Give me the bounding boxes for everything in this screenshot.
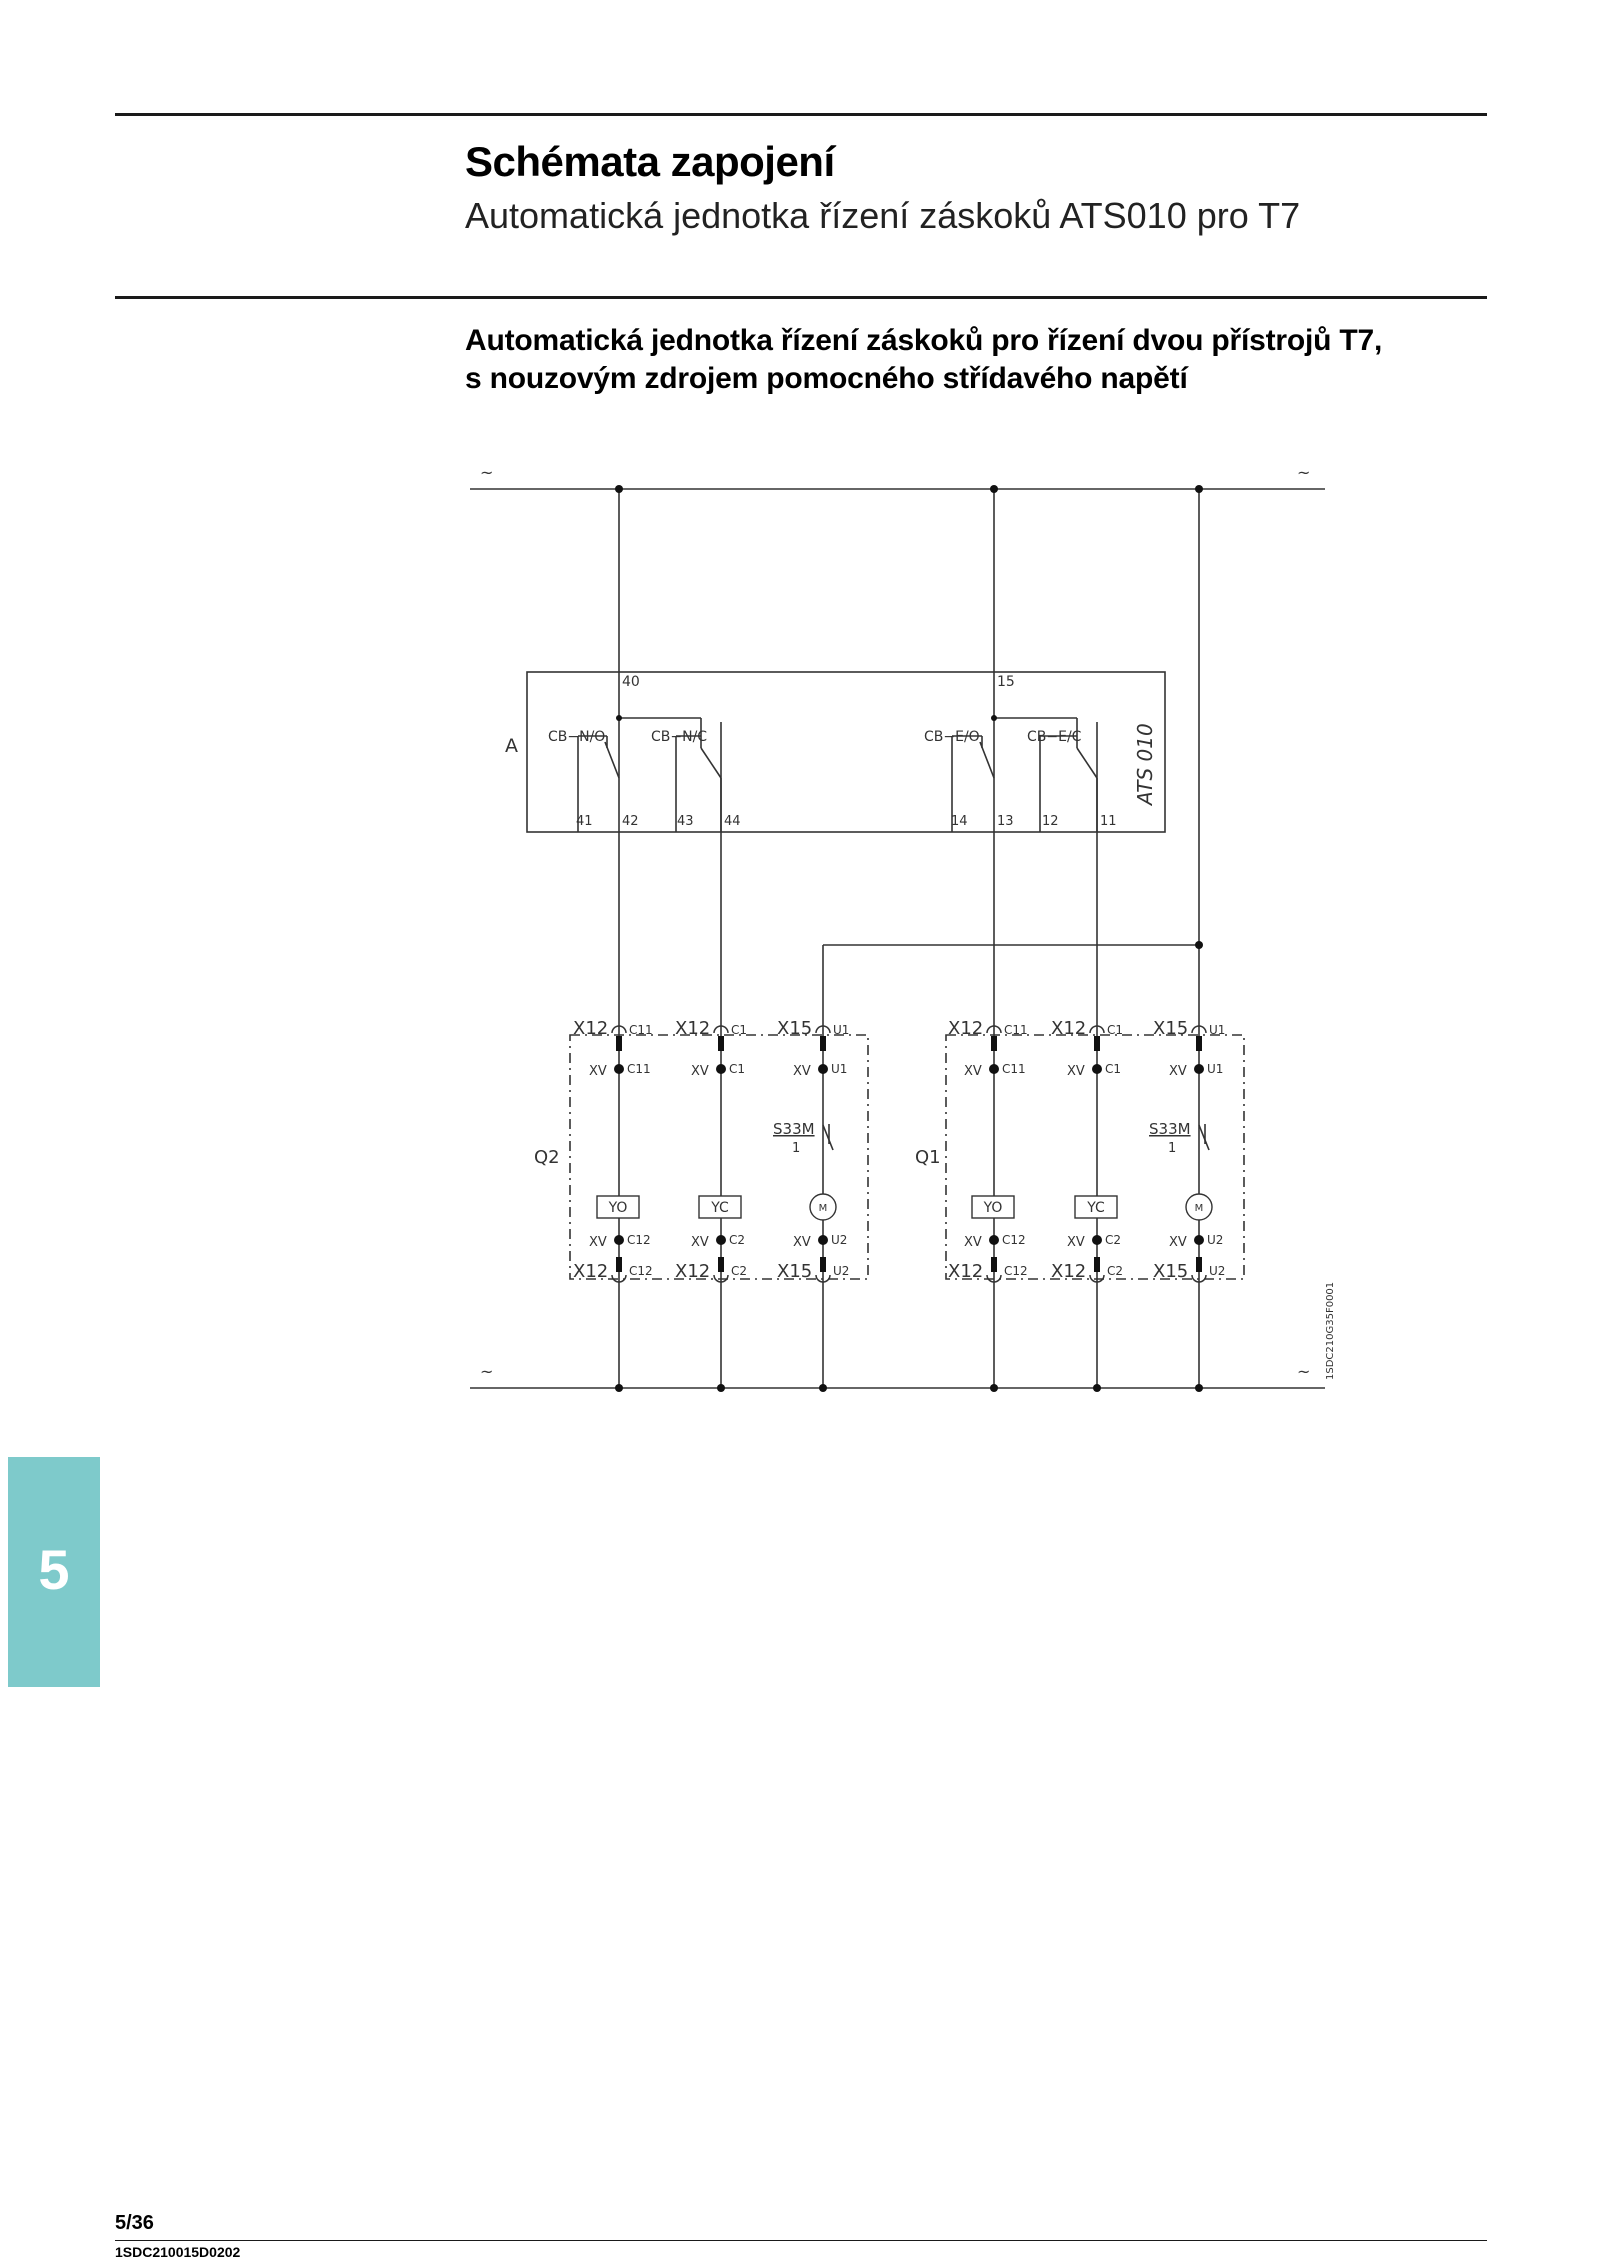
q1-yc-label: YC: [1087, 1200, 1105, 1216]
top-socket-q2-col3: [820, 1036, 826, 1051]
contact-cb-n-c: [701, 748, 721, 778]
contact-label-cb-n-o: CB−N/O: [548, 729, 606, 745]
bottom-socket-q2-col2: [718, 1257, 724, 1272]
chapter-tab: [8, 1457, 100, 1687]
breaker-q2-ref: Q2: [534, 1147, 560, 1168]
connector-bottom-q1-col3: X15: [1153, 1261, 1189, 1282]
pin-bottom-q2-col2: C2: [731, 1264, 748, 1278]
document-code: 1SDC210015D0202: [115, 2244, 241, 2260]
bottom-socket-q2-col3: [820, 1257, 826, 1272]
bottom-socket-q2-col1: [616, 1257, 622, 1272]
top-socket-q1-col3: [1196, 1036, 1202, 1051]
chapter-number: 5: [38, 1538, 70, 1601]
connector-bottom-q1-col2: X12: [1051, 1261, 1087, 1282]
unit-ref: A: [505, 735, 518, 757]
section-heading-line2: s nouzovým zdrojem pomocného střídavého napětí: [465, 362, 1188, 395]
xv-dot-bottom-q2-col1: [614, 1235, 624, 1245]
supply-symbol-bl: ~: [480, 1362, 494, 1381]
wiring-schematic: [460, 455, 1360, 1415]
header-rule: [115, 296, 1487, 299]
contact-label-cb-e-o: CB−E/O: [924, 729, 980, 745]
contact-cb-e-o: [980, 742, 994, 778]
unit-name: ATS 010: [1133, 723, 1157, 805]
pin-xv-bottom-q2-col2: C2: [729, 1233, 746, 1247]
top-rule: [115, 113, 1487, 116]
xv-top-q1-col2: XV: [1067, 1064, 1085, 1079]
switch-q2-s33m: [823, 1125, 833, 1150]
q2-switch-sub: 1: [792, 1141, 801, 1156]
pin-xv-top-q2-col2: C1: [729, 1062, 746, 1076]
supply-symbol-tl: ~: [480, 463, 494, 482]
q2-switch-label: S33M: [773, 1120, 815, 1138]
page-subtitle: Automatická jednotka řízení záskoků ATS010 pro T7: [465, 195, 1301, 236]
xv-dot-bottom-q2-col2: [716, 1235, 726, 1245]
pin-xv-bottom-q2-col3: U2: [831, 1233, 848, 1247]
xv-top-q1-col1: XV: [964, 1064, 982, 1079]
term-43: 43: [677, 814, 694, 829]
top-socket-q2-col2: [718, 1036, 724, 1051]
supply-symbol-tr: ~: [1297, 463, 1311, 482]
breaker-q1-ref: Q1: [915, 1147, 941, 1168]
q1-switch-sub: 1: [1168, 1141, 1177, 1156]
xv-top-q1-col3: XV: [1169, 1064, 1187, 1079]
connector-bottom-q2-col3: X15: [777, 1261, 813, 1282]
pin-bottom-q1-col1: C12: [1004, 1264, 1028, 1278]
xv-top-q2-col3: XV: [793, 1064, 811, 1079]
pin-xv-bottom-q1-col1: C12: [1002, 1233, 1026, 1247]
bottom-socket-q1-col1: [991, 1257, 997, 1272]
term-41: 41: [576, 814, 593, 829]
term-44: 44: [724, 814, 741, 829]
ats-unit-box: [527, 672, 1165, 832]
xv-dot-top-q2-col2: [716, 1064, 726, 1074]
xv-dot-top-q1-col2: [1092, 1064, 1102, 1074]
connector-bottom-q2-col2: X12: [675, 1261, 711, 1282]
term-12: 12: [1042, 814, 1059, 829]
pin-bottom-q2-col3: U2: [833, 1264, 850, 1278]
q1-motor-label: M: [1194, 1203, 1204, 1214]
connector-top-q1-col3: X15: [1153, 1018, 1189, 1039]
connector-top-q1-col2: X12: [1051, 1018, 1087, 1039]
xv-bottom-q2-col1: XV: [589, 1235, 607, 1250]
connector-bottom-q1-col1: X12: [948, 1261, 984, 1282]
contact-label-cb-e-c: CB−E/C: [1027, 729, 1082, 745]
q2-yo-label: YO: [608, 1200, 628, 1216]
pin-top-q2-col3: U1: [833, 1023, 850, 1037]
page-title: Schémata zapojení: [465, 138, 835, 185]
xv-dot-top-q1-col1: [989, 1064, 999, 1074]
q1-switch-label: S33M: [1149, 1120, 1191, 1138]
q2-motor-label: M: [818, 1203, 828, 1214]
section-heading-line1: Automatická jednotka řízení záskoků pro řízení dvou přístrojů T7,: [465, 324, 1383, 357]
supply-symbol-br: ~: [1297, 1362, 1311, 1381]
pin-xv-bottom-q1-col3: U2: [1207, 1233, 1224, 1247]
pin-top-q2-col2: C1: [731, 1023, 748, 1037]
connector-top-q2-col1: X12: [573, 1018, 609, 1039]
contact-cb-e-c: [1077, 748, 1097, 778]
pin-bottom-q1-col3: U2: [1209, 1264, 1226, 1278]
connector-top-q2-col2: X12: [675, 1018, 711, 1039]
footer-rule: [115, 2240, 1487, 2241]
xv-dot-top-q1-col3: [1194, 1064, 1204, 1074]
top-socket-q2-col1: [616, 1036, 622, 1051]
pin-top-q2-col1: C11: [629, 1023, 653, 1037]
pin-top-q1-col2: C1: [1107, 1023, 1124, 1037]
pin-xv-top-q1-col3: U1: [1207, 1062, 1224, 1076]
xv-top-q2-col1: XV: [589, 1064, 607, 1079]
figure-code: 1SDC210G35F0001: [1325, 1281, 1336, 1380]
xv-dot-bottom-q2-col3: [818, 1235, 828, 1245]
term-15: 15: [997, 674, 1015, 690]
term-14: 14: [951, 814, 968, 829]
bottom-socket-q1-col3: [1196, 1257, 1202, 1272]
pin-xv-top-q1-col1: C11: [1002, 1062, 1026, 1076]
bottom-socket-q1-col2: [1094, 1257, 1100, 1272]
xv-dot-bottom-q1-col1: [989, 1235, 999, 1245]
pin-bottom-q2-col1: C12: [629, 1264, 653, 1278]
top-socket-q1-col1: [991, 1036, 997, 1051]
top-socket-q1-col2: [1094, 1036, 1100, 1051]
section-heading: [465, 322, 1505, 398]
xv-bottom-q1-col1: XV: [964, 1235, 982, 1250]
term-42: 42: [622, 814, 639, 829]
xv-dot-top-q2-col1: [614, 1064, 624, 1074]
pin-xv-bottom-q2-col1: C12: [627, 1233, 651, 1247]
pin-xv-top-q2-col1: C11: [627, 1062, 651, 1076]
q1-yo-label: YO: [983, 1200, 1003, 1216]
term-11: 11: [1100, 814, 1117, 829]
contact-label-cb-n-c: CB−N/C: [651, 729, 708, 745]
pin-top-q1-col1: C11: [1004, 1023, 1028, 1037]
xv-top-q2-col2: XV: [691, 1064, 709, 1079]
term-13: 13: [997, 814, 1014, 829]
contact-cb-n-o: [605, 742, 619, 778]
page-number: 5/36: [115, 2212, 154, 2234]
pin-bottom-q1-col2: C2: [1107, 1264, 1124, 1278]
switch-q1-s33m: [1199, 1125, 1209, 1150]
pin-xv-top-q2-col3: U1: [831, 1062, 848, 1076]
xv-bottom-q1-col3: XV: [1169, 1235, 1187, 1250]
pin-xv-top-q1-col2: C1: [1105, 1062, 1122, 1076]
xv-dot-top-q2-col3: [818, 1064, 828, 1074]
xv-bottom-q1-col2: XV: [1067, 1235, 1085, 1250]
term-40: 40: [622, 674, 640, 690]
pin-xv-bottom-q1-col2: C2: [1105, 1233, 1122, 1247]
connector-bottom-q2-col1: X12: [573, 1261, 609, 1282]
connector-top-q2-col3: X15: [777, 1018, 813, 1039]
xv-bottom-q2-col3: XV: [793, 1235, 811, 1250]
xv-dot-bottom-q1-col3: [1194, 1235, 1204, 1245]
connector-top-q1-col1: X12: [948, 1018, 984, 1039]
xv-bottom-q2-col2: XV: [691, 1235, 709, 1250]
q2-yc-label: YC: [711, 1200, 729, 1216]
pin-top-q1-col3: U1: [1209, 1023, 1226, 1037]
xv-dot-bottom-q1-col2: [1092, 1235, 1102, 1245]
